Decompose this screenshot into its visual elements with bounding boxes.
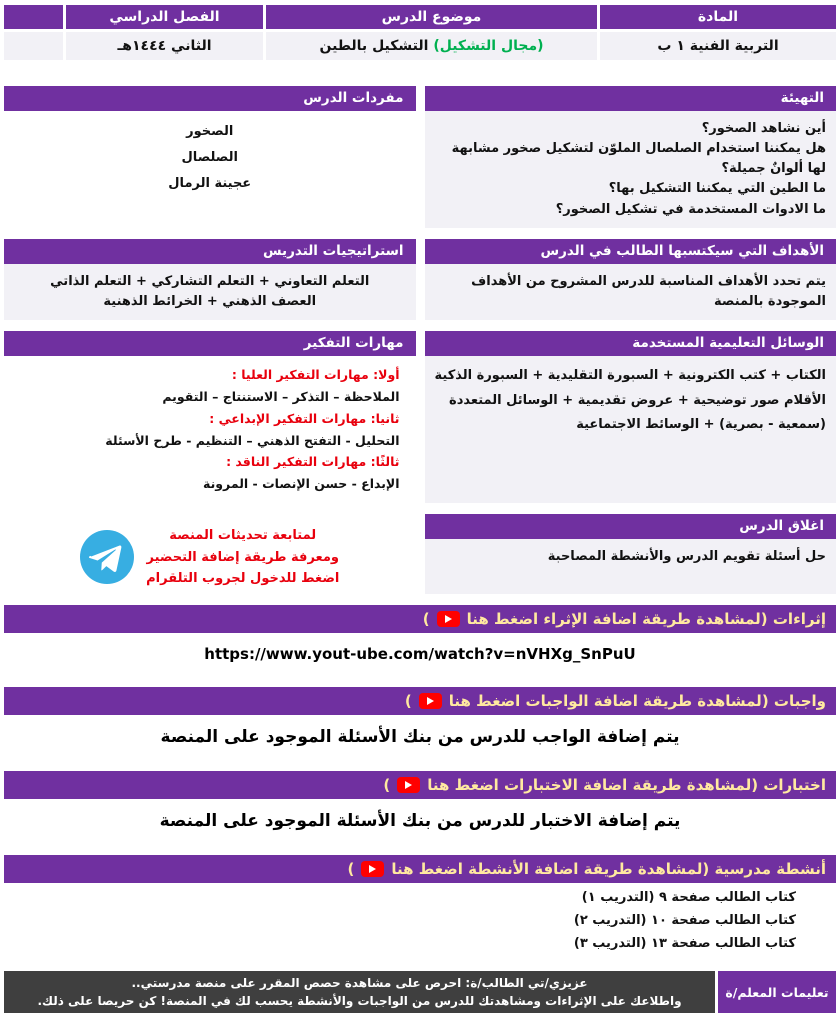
activity-line: كتاب الطالب صفحة ٩ (التدريب ١) bbox=[581, 890, 796, 906]
topic-domain-text: (مجال التشكيل) bbox=[433, 38, 544, 54]
thinking-heading: أولا: مهارات التفكير العليا : bbox=[231, 366, 400, 382]
topic-title-text: التشكيل بالطين bbox=[319, 38, 429, 54]
closing-title: اغلاق الدرس bbox=[425, 514, 837, 539]
tests-content bbox=[4, 799, 836, 841]
strategies-title: استراتيجيات التدريس bbox=[4, 239, 416, 264]
aids-line: الكتاب + كتب الكترونية + السبورة التقليدية + السبورة الذكية bbox=[434, 367, 826, 383]
instructions-line: واطلاعك على الإثراءات ومشاهدتك للدرس من الواجبات والأنشطة يحسب لك في المنصة! كن حريصا على ذلك. bbox=[37, 994, 682, 1009]
strategies-line: التعلم التعاوني + التعلم التشاركي + التعلم الذاتي bbox=[50, 273, 370, 289]
thinking-line: الإبداع - حسن الإنصات - المرونة bbox=[203, 476, 400, 492]
homework-content bbox=[4, 715, 836, 757]
thinking-section bbox=[4, 331, 416, 503]
intro-content bbox=[425, 111, 837, 228]
row-intro-vocabulary bbox=[4, 86, 836, 228]
strategies-section bbox=[4, 239, 416, 320]
thinking-line: الملاحظة – التذكر – الاستنتاج – التقويم bbox=[162, 388, 400, 404]
aids-line: الأقلام صور توضيحية + عروض تقديمية + الوسائل المتعددة bbox=[449, 392, 826, 408]
intro-line: ما الادوات المستخدمة في تشكيل الصخور؟ bbox=[555, 201, 826, 217]
telegram-link[interactable] bbox=[4, 514, 416, 594]
topic-value bbox=[266, 32, 597, 60]
tests-header-paren: ) bbox=[383, 776, 391, 795]
play-icon bbox=[445, 615, 452, 623]
intro-section bbox=[425, 86, 837, 228]
telegram-line: ومعرفة طريقة إضافة التحضير bbox=[146, 549, 339, 565]
enrichments-header[interactable] bbox=[4, 605, 836, 633]
row-objectives-strategies bbox=[4, 239, 836, 320]
closing-section bbox=[425, 514, 837, 594]
semester-value: الثاني ١٤٤٤هـ bbox=[66, 32, 263, 60]
youtube-icon[interactable] bbox=[437, 611, 460, 627]
activity-line: كتاب الطالب صفحة ١٣ (التدريب ٣) bbox=[573, 935, 796, 951]
empty-column bbox=[4, 5, 63, 60]
subject-column bbox=[600, 5, 836, 60]
aids-title: الوسائل التعليمية المستخدمة bbox=[425, 331, 837, 356]
play-icon bbox=[369, 865, 376, 873]
aids-section bbox=[425, 331, 837, 503]
aids-content bbox=[425, 356, 837, 503]
telegram-section bbox=[4, 514, 416, 594]
thinking-title: مهارات التفكير bbox=[4, 331, 416, 356]
vocabulary-content bbox=[4, 111, 416, 228]
intro-line: هل يمكننا استخدام الصلصال الملوّن لتشكيل صخور مشابهة لها ألوانٌ جميلة؟ bbox=[451, 141, 826, 177]
activities-section bbox=[4, 855, 836, 957]
teacher-instructions-text bbox=[4, 971, 715, 1013]
thinking-content bbox=[4, 356, 416, 503]
vocabulary-section bbox=[4, 86, 416, 228]
enrichment-url-link[interactable]: https://www.yout-ube.com/watch?v=nVHXg_SnPuU bbox=[204, 645, 636, 664]
strategies-content bbox=[4, 264, 416, 320]
homework-text: يتم إضافة الواجب للدرس من بنك الأسئلة الموجود على المنصة bbox=[160, 727, 680, 748]
enrichments-section bbox=[4, 605, 836, 673]
subject-value: التربية الفنية ١ ب bbox=[600, 32, 836, 60]
subject-header: المادة bbox=[600, 5, 836, 29]
teacher-instructions-label: تعليمات المعلم/ة bbox=[718, 971, 836, 1013]
objectives-title: الأهداف التي سيكتسبها الطالب في الدرس bbox=[425, 239, 837, 264]
youtube-icon[interactable] bbox=[397, 777, 420, 793]
homework-header-label[interactable]: واجبات (لمشاهدة طريقة اضافة الواجبات اضغط هنا bbox=[448, 692, 826, 711]
tests-header[interactable] bbox=[4, 771, 836, 799]
enrichments-header-paren: ) bbox=[422, 610, 430, 629]
objectives-section bbox=[425, 239, 837, 320]
activities-header[interactable] bbox=[4, 855, 836, 883]
enrichments-header-label[interactable]: إثراءات (لمشاهدة طريقة اضافة الإثراء اضغط هنا bbox=[466, 610, 826, 629]
intro-line: ما الطين التي يمكننا التشكيل بها؟ bbox=[608, 181, 826, 197]
tests-text: يتم إضافة الاختبار للدرس من بنك الأسئلة الموجود على المنصة bbox=[159, 811, 681, 832]
empty-value-cell bbox=[4, 32, 63, 60]
vocabulary-item: الصخور bbox=[186, 124, 234, 139]
homework-header[interactable] bbox=[4, 687, 836, 715]
vocabulary-title: مفردات الدرس bbox=[4, 86, 416, 111]
telegram-line: لمتابعة تحديثات المنصة bbox=[169, 528, 317, 544]
activities-header-label[interactable]: أنشطة مدرسية (لمشاهدة طريقة اضافة الأنشطة اضغط هنا bbox=[391, 860, 826, 879]
homework-section bbox=[4, 687, 836, 757]
tests-section bbox=[4, 771, 836, 841]
empty-header-cell bbox=[4, 5, 63, 29]
thinking-heading: ثانيا: مهارات التفكير الإبداعي : bbox=[209, 410, 400, 426]
youtube-icon[interactable] bbox=[361, 861, 384, 877]
homework-header-paren: ) bbox=[404, 692, 412, 711]
semester-column bbox=[66, 5, 263, 60]
thinking-heading: ثالثًا: مهارات التفكير الناقد : bbox=[226, 454, 400, 470]
objectives-content: يتم تحدد الأهداف المناسبة للدرس المشروح من الأهداف الموجودة بالمنصة bbox=[425, 264, 837, 320]
semester-header: الفصل الدراسي bbox=[66, 5, 263, 29]
enrichments-content bbox=[4, 633, 836, 673]
intro-title: التهيئة bbox=[425, 86, 837, 111]
topic-column bbox=[266, 5, 597, 60]
topic-header: موضوع الدرس bbox=[266, 5, 597, 29]
vocabulary-item: عجينة الرمال bbox=[168, 176, 252, 191]
lesson-info-table bbox=[4, 5, 836, 60]
row-closing-telegram bbox=[4, 514, 836, 594]
intro-line: أين نشاهد الصخور؟ bbox=[701, 121, 826, 136]
play-icon bbox=[427, 697, 434, 705]
aids-line: (سمعية - بصرية) + الوسائط الاجتماعية bbox=[576, 417, 826, 433]
telegram-line: اضغط للدخول لجروب التلقرام bbox=[146, 570, 340, 586]
row-aids-thinking bbox=[4, 331, 836, 503]
instructions-line: عزيزي/تي الطالب/ة: احرص على مشاهدة حصص المقرر على منصة مدرستي.. bbox=[131, 975, 588, 990]
youtube-icon[interactable] bbox=[419, 693, 442, 709]
teacher-instructions-bar bbox=[4, 971, 836, 1013]
telegram-icon[interactable] bbox=[80, 530, 134, 584]
vocabulary-item: الصلصال bbox=[181, 150, 238, 165]
play-icon bbox=[405, 781, 412, 789]
closing-content: حل أسئلة تقويم الدرس والأنشطة المصاحبة bbox=[425, 539, 837, 594]
thinking-line: التحليل - التفتح الذهني – التنظيم - طرح الأسئلة bbox=[105, 432, 400, 448]
telegram-text[interactable] bbox=[146, 525, 339, 589]
strategies-line: العصف الذهني + الخرائط الذهنية bbox=[103, 293, 317, 309]
activity-line: كتاب الطالب صفحة ١٠ (التدريب ٢) bbox=[573, 912, 796, 928]
activities-content bbox=[4, 883, 836, 957]
activities-header-paren: ) bbox=[347, 860, 355, 879]
tests-header-label[interactable]: اختبارات (لمشاهدة طريقة اضافة الاختبارات اضغط هنا bbox=[427, 776, 826, 795]
